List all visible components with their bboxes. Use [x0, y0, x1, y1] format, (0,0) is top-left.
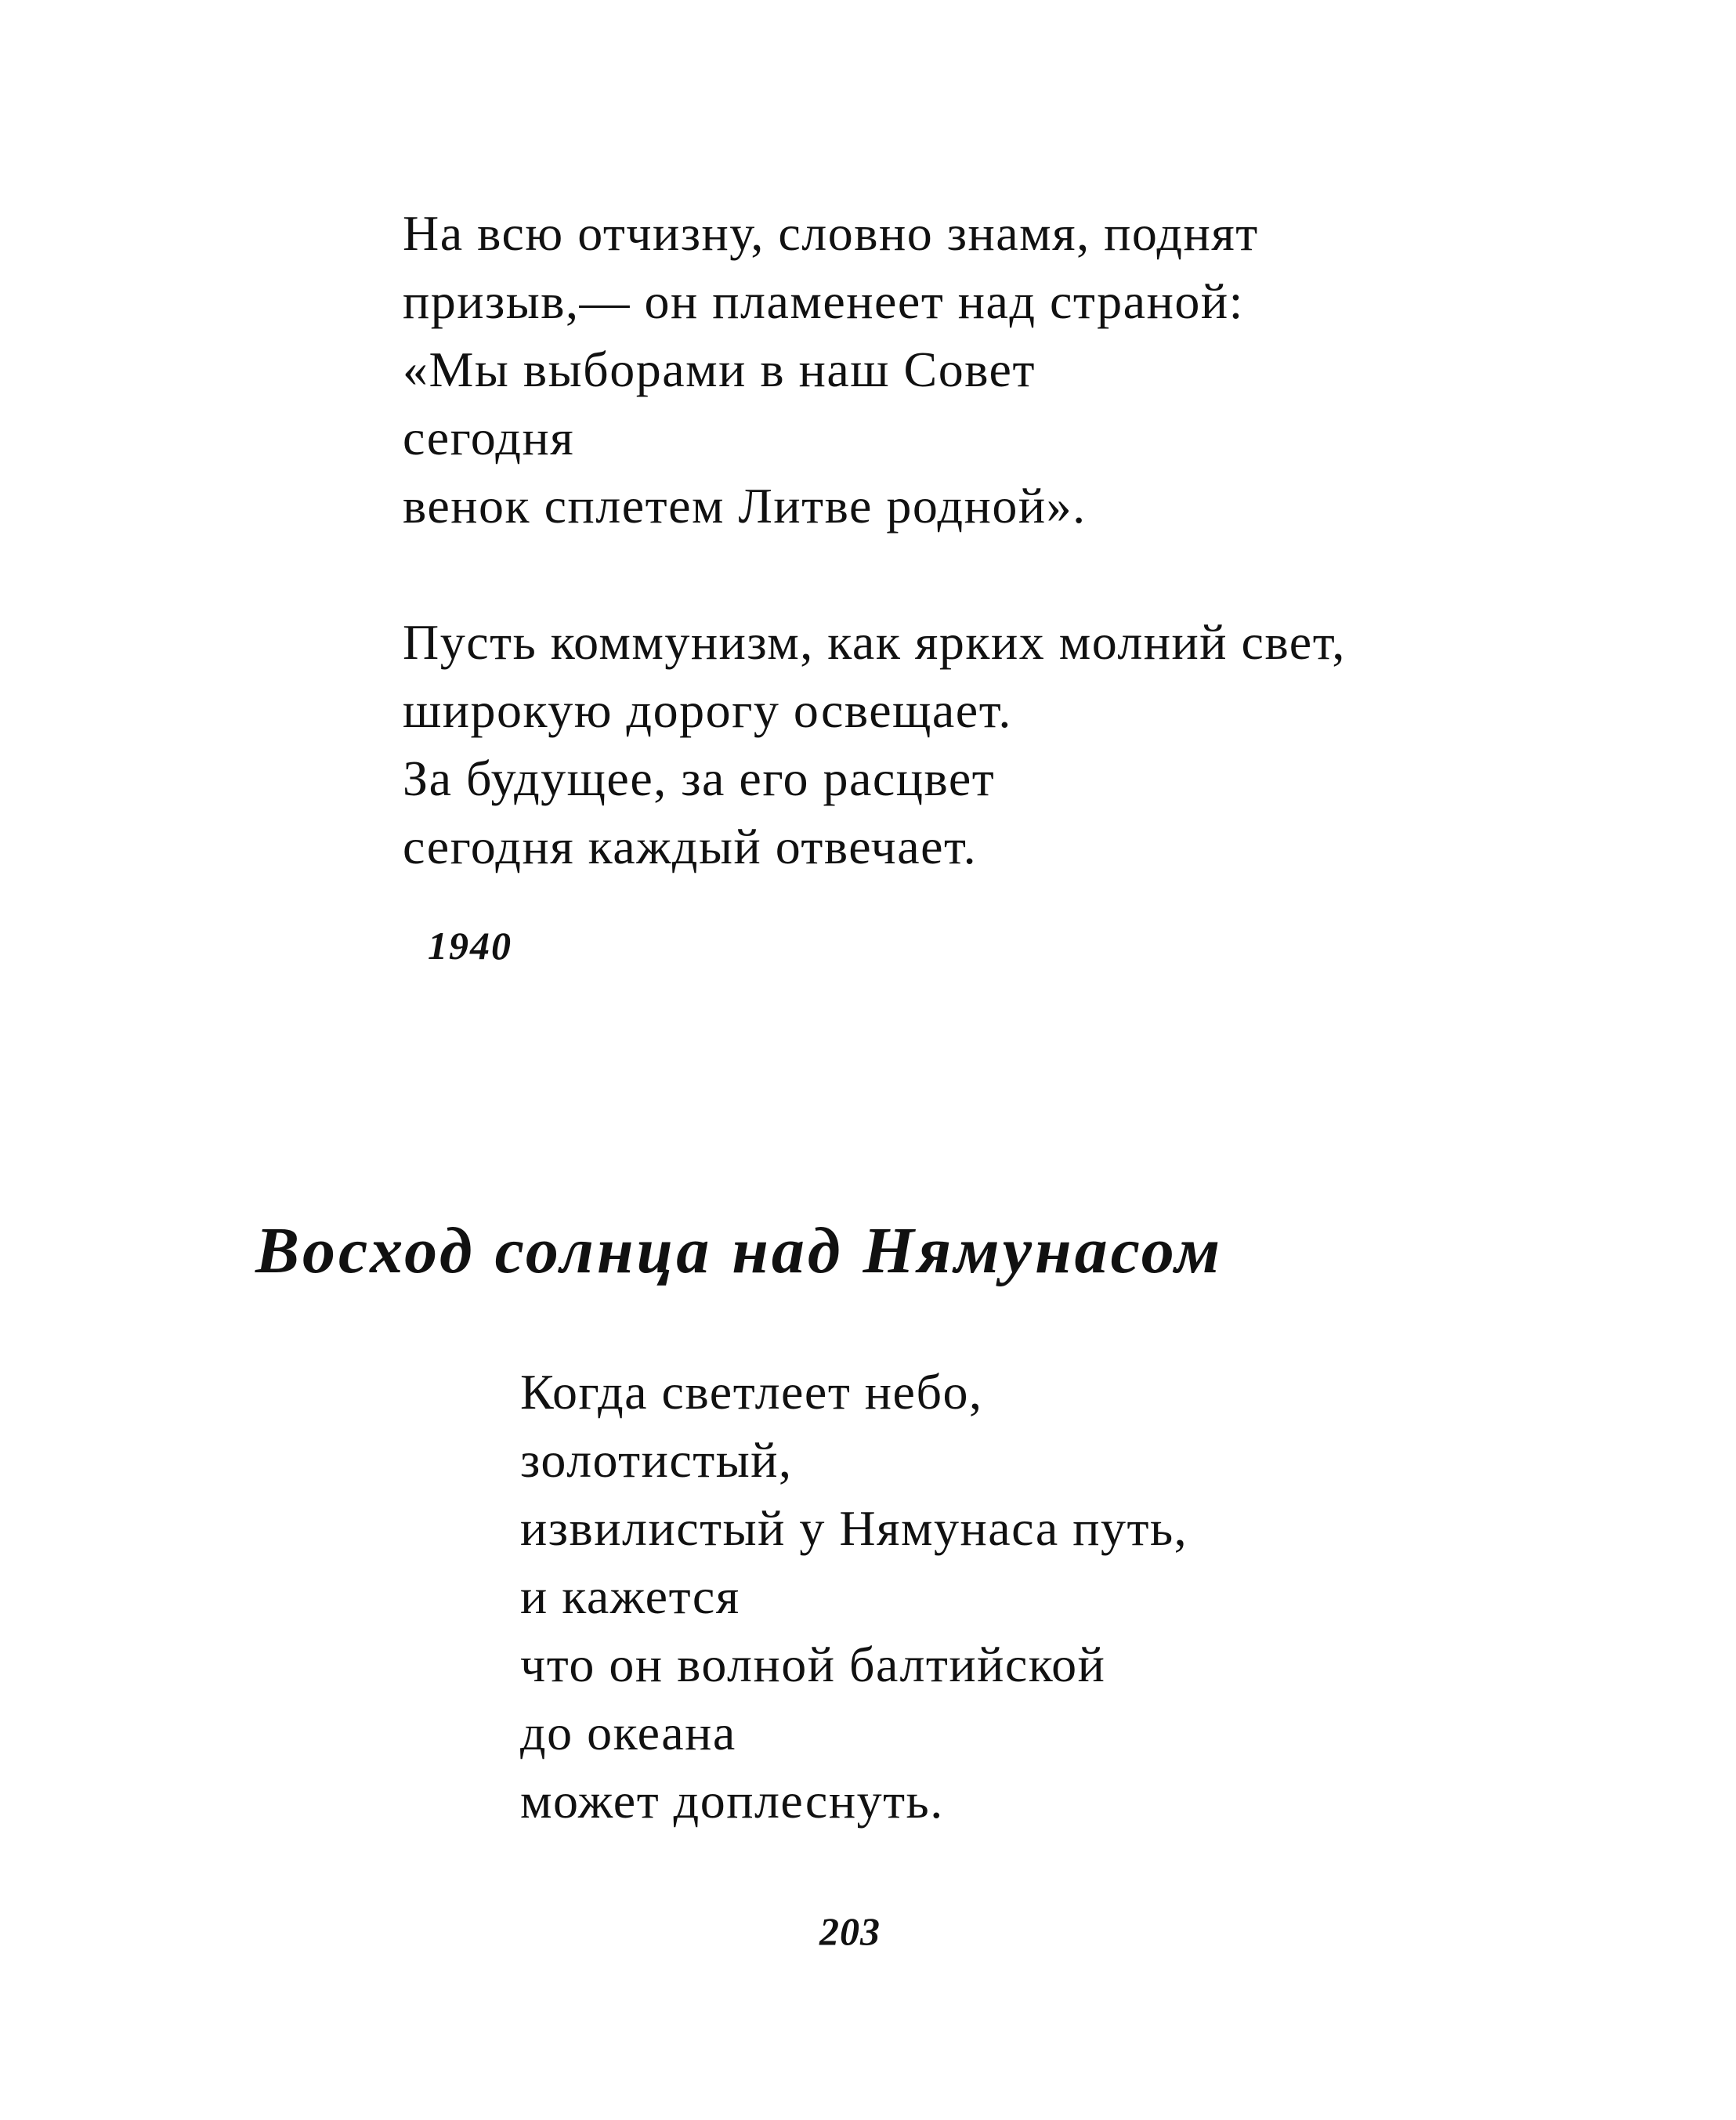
verse-line: извилистый у Нямунаса путь,: [520, 1500, 1188, 1556]
stanza-1: [403, 199, 1259, 540]
verse-line: На всю отчизну, словно знамя, поднят: [403, 205, 1259, 261]
verse-line: Пусть коммунизм, как ярких молний свет,: [403, 614, 1346, 670]
verse-line: что он волной балтийской: [520, 1637, 1106, 1692]
stanza-2: [403, 608, 1346, 881]
verse-line: сегодня: [403, 410, 575, 465]
verse-line: и кажется: [520, 1568, 740, 1624]
verse-line: Когда светлеет небо,: [520, 1364, 983, 1420]
verse-line: широкую дорогу освещает.: [403, 682, 1012, 738]
page-number: 203: [819, 1909, 881, 1953]
verse-line: золотистый,: [520, 1432, 793, 1488]
verse-line: сегодня каждый отвечает.: [403, 819, 978, 874]
verse-line: венок сплетем Литве родной».: [403, 478, 1087, 534]
poem-year: 1940: [428, 924, 512, 968]
verse-line: может доплеснуть.: [520, 1773, 944, 1829]
poem-title: Восход солнца над Нямунасом: [255, 1214, 1224, 1287]
verse-line: За будущее, за его расцвет: [403, 751, 996, 806]
verse-line: до океана: [520, 1705, 736, 1760]
verse-line: «Мы выборами в наш Совет: [403, 342, 1036, 397]
stanza-3: [520, 1358, 1188, 1835]
verse-line: призыв,— он пламенеет над страной:: [403, 273, 1244, 329]
